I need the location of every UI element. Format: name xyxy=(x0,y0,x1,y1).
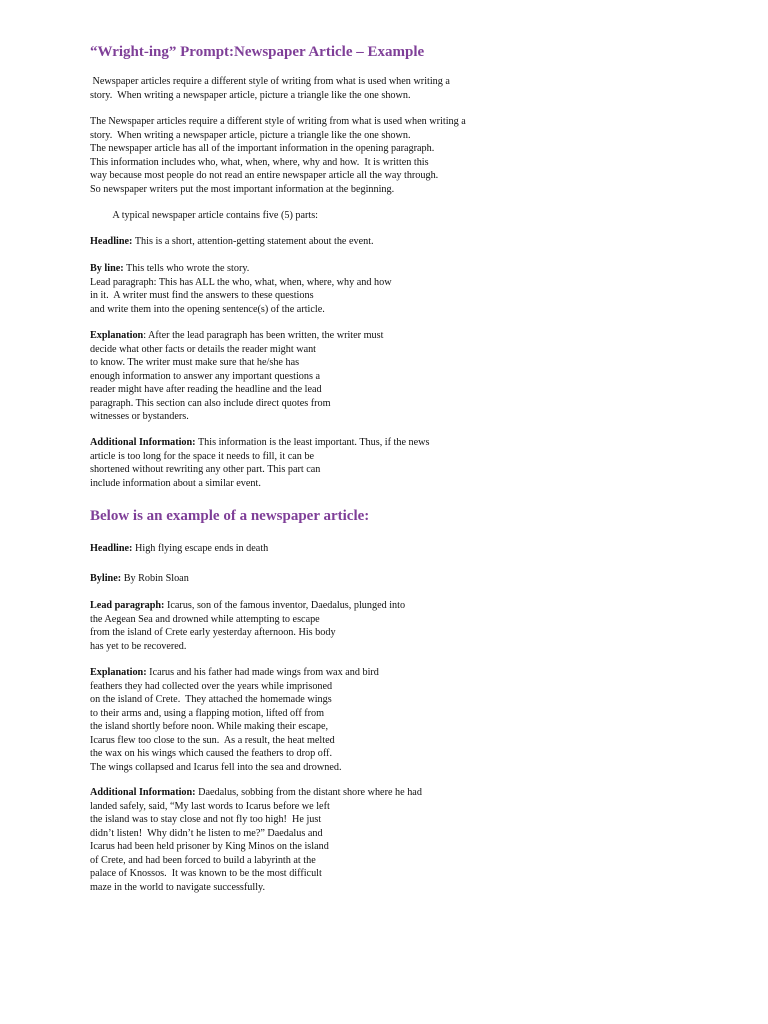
additional-information-definition xyxy=(90,436,429,490)
text-line: shortened without rewriting any other part. This part can xyxy=(90,464,321,475)
text-line: way because most people do not read an entire newspaper article all the way through. xyxy=(90,170,439,181)
term-text: This is a short, attention-getting statement about the event. xyxy=(132,236,374,247)
text-line: paragraph. This section can also include direct quotes from xyxy=(90,397,331,409)
text-line: the island shortly before noon. While making their escape, xyxy=(90,721,329,732)
term-label: Additional Information: xyxy=(90,437,196,448)
text-line xyxy=(90,329,383,343)
text-line: witnesses or bystanders. xyxy=(90,411,189,422)
term-label: Additional Information: xyxy=(90,787,196,798)
text-line: of Crete, and had been forced to build a labyrinth at the xyxy=(90,854,316,866)
term-text: Icarus and his father had made wings from wax and bird xyxy=(146,667,379,678)
term-label: Explanation: xyxy=(90,667,147,678)
example-headline xyxy=(90,542,268,556)
text-line: landed safely, said, “My last words to Icarus before we left xyxy=(90,800,330,812)
text-line: This information includes who, what, when, where, why and how. It is written this xyxy=(90,156,429,168)
text-line: decide what other facts or details the reader might want xyxy=(90,343,317,355)
intro-paragraph-2 xyxy=(90,115,466,196)
text-line: palace of Knossos. It was known to be the most difficult xyxy=(90,868,322,879)
text-line xyxy=(90,572,189,586)
page-title: “Wright-ing” Prompt:Newspaper Article – Example xyxy=(90,44,425,60)
intro-paragraph-1 xyxy=(90,75,450,102)
term-label: Byline: xyxy=(90,573,122,584)
text-line: enough information to answer any important questions a xyxy=(90,370,321,382)
example-explanation xyxy=(90,666,379,774)
term-label: Lead paragraph: xyxy=(90,600,165,611)
text-line xyxy=(90,599,405,613)
text-line: has yet to be recovered. xyxy=(90,640,187,652)
term-text: This information is the least important. Thus, if the news xyxy=(195,437,430,448)
text-line: feathers they had collected over the years while imprisoned xyxy=(90,680,333,692)
example-lead-paragraph xyxy=(90,599,405,653)
text-line: from the island of Crete early yesterday afternoon. His body xyxy=(90,627,336,638)
text-line: story. When writing a newspaper article, picture a triangle like the one shown. xyxy=(90,129,411,141)
text-line: to their arms and, using a flapping motion, lifted off from xyxy=(90,707,325,719)
term-text: : After the lead paragraph has been written, the writer must xyxy=(143,330,384,341)
text-line: Icarus had been held prisoner by King Minos on the island xyxy=(90,841,329,852)
term-text: By Robin Sloan xyxy=(121,573,189,584)
term-text: Daedalus, sobbing from the distant shore where he had xyxy=(195,787,422,798)
text-line: the Aegean Sea and drowned while attempting to escape xyxy=(90,613,320,625)
byline-definition xyxy=(90,262,392,316)
term-text: Icarus, son of the famous inventor, Daedalus, plunged into xyxy=(164,600,406,611)
parts-intro xyxy=(90,209,318,223)
text-line xyxy=(90,786,422,800)
text-line: on the island of Crete. They attached the homemade wings xyxy=(90,694,332,705)
headline-definition xyxy=(90,235,374,249)
term-label: Headline: xyxy=(90,236,133,247)
text-line: the island was to stay close and not fly too high! He just xyxy=(90,814,322,825)
text-line: Newspaper articles require a different style of writing from what is used when writing a xyxy=(90,76,450,87)
term-label: Headline: xyxy=(90,543,133,554)
text-line: The Newspaper articles require a different style of writing from what is used when writing a xyxy=(90,116,466,127)
text-line: Icarus flew too close to the sun. As a result, the heat melted xyxy=(90,734,335,746)
example-heading: Below is an example of a newspaper article: xyxy=(90,508,370,524)
term-label: Explanation xyxy=(90,330,144,341)
example-additional-information xyxy=(90,786,422,894)
term-text: High flying escape ends in death xyxy=(132,543,269,554)
text-line: article is too long for the space it needs to fill, it can be xyxy=(90,450,315,462)
text-line: the wax on his wings which caused the feathers to drop off. xyxy=(90,748,332,759)
text-line: include information about a similar event. xyxy=(90,477,261,489)
explanation-definition xyxy=(90,329,383,424)
text-line: Lead paragraph: This has ALL the who, what, when, where, why and how xyxy=(90,276,392,288)
text-line xyxy=(90,235,374,249)
text-line: and write them into the opening sentence(s) of the article. xyxy=(90,303,325,315)
text-line: The newspaper article has all of the important information in the opening paragraph. xyxy=(90,143,435,154)
example-byline xyxy=(90,572,189,586)
text-line: The wings collapsed and Icarus fell into the sea and drowned. xyxy=(90,761,342,773)
text-line xyxy=(90,436,429,450)
text-line xyxy=(90,542,268,556)
text-line: in it. A writer must find the answers to these questions xyxy=(90,290,314,301)
text-line: to know. The writer must make sure that he/she has xyxy=(90,357,300,368)
text-line: reader might have after reading the headline and the lead xyxy=(90,384,322,395)
term-label: By line: xyxy=(90,263,124,274)
text-line: A typical newspaper article contains five (5) parts: xyxy=(90,210,319,221)
text-line: So newspaper writers put the most important information at the beginning. xyxy=(90,183,395,195)
text-line: story. When writing a newspaper article, picture a triangle like the one shown. xyxy=(90,89,411,101)
text-line: didn’t listen! Why didn’t he listen to me?” Daedalus and xyxy=(90,827,323,839)
text-line xyxy=(90,666,379,680)
term-text: This tells who wrote the story. xyxy=(123,263,250,274)
text-line xyxy=(90,262,392,276)
text-line: maze in the world to navigate successfully. xyxy=(90,881,266,893)
